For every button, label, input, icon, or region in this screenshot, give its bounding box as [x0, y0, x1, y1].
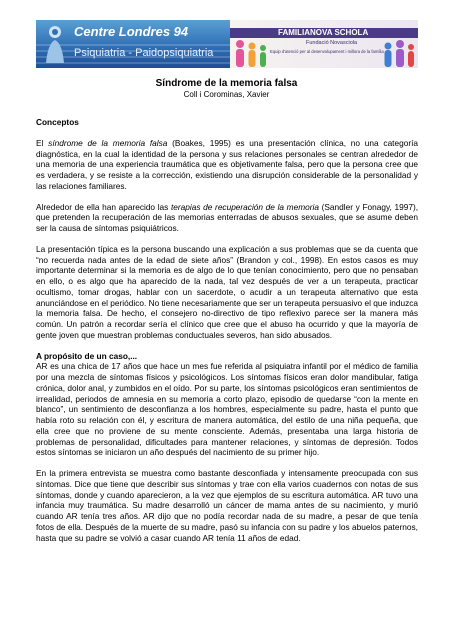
document-body [36, 117, 418, 543]
banner-right-subtitle: Fundació Novasciola [306, 40, 358, 46]
section-heading-case: A propósito de un caso,... [36, 350, 138, 361]
banner-right-tagline: Equip d'atenció per al desenvolupament i millora de la família [270, 49, 384, 54]
document-title: Síndrome de la memoria falsa [155, 78, 298, 89]
paragraph-4: AR es una chica de 17 años que hace un mes fue referida al psiquiatra infantil por el médico de familia por una mezcla de síntomas físicos y psicológicos. Los síntomas físicos eran dolor mandibular, fatiga crónica, dolor anal, y zumbidos en el oído. Por su parte, los síntomas psicológicos eran sentimientos de irrealidad, periodos de amnesia en su memoria a corto plazo, episodio de quedarse “con la mente en blanco”, un sentimiento de desconfianza a los hombres, especialmente su padre, hasta el punto que había roto su relación con él, y escritura de manera automática, del estilo de una niña pequeña, que ella cree que no proviene de su mente consciente. Además, presentaba una larga historia de problemas de personalidad, dificultades para mantener relaciones, y síntomas de depresión. Todos estos síntomas se iniciaron un año después del nacimiento de su primer hijo. [36, 361, 418, 458]
paragraph-1: El síndrome de la memoria falsa (Boakes, 1995) es una presentación clínica, no una categoría diagnóstica, en la cual la identidad de la persona y sus relaciones personales se centran alrededor de una memoria de una experiencia traumática que es objetivamente falsa, pero que la persona cree que es verdadera, y se resiste a la corrección, existiendo una disrupción considerable de la personalidad y las relaciones familiares. [36, 137, 419, 191]
family-figures-icon [232, 38, 272, 68]
banner-left-subtitle: Psiquiatria - Paidopsiquiatria [74, 47, 214, 59]
children-figures-icon [380, 38, 418, 68]
document-author: Coll i Corominas, Xavier [183, 90, 270, 99]
banner-right-title: FAMILIANOVA SCHOLA [278, 28, 369, 37]
header-banner [36, 20, 418, 68]
paragraph-2: Alrededor de ella han aparecido las terapias de recuperación de la memoria (Sandler y Fonagy, 1997), que pretenden la recuperación de las memorias enterradas de abusos sexuales, que se asume deben ser la causa de síntomas psiquiátricos. [36, 201, 419, 233]
centre-londres-banner [36, 20, 230, 68]
familianova-banner [230, 20, 418, 68]
section-heading-concepts: Conceptos [36, 117, 79, 127]
paragraph-5: En la primera entrevista se muestra como bastante desconfiada y intensamente preocupada con sus síntomas. Dice que tiene que describir sus síntomas y trae con ella varios cuadernos con notas de sus síntomas, donde y cuando aparecieron, a la vez que ejemplos de su escritura automática. AR tuvo una infancia muy traumática. Su madre desarrolló un cáncer de mama antes de su nacimiento, y murió cuando AR tenía tres años. AR dijo que no podía recordar nada de su madre, a pesar de que tenía fotos de ella. Después de la muerte de su madre, pasó su infancia con su padre y los abuelos paternos, hasta que su padre se volvió a casar cuando AR tenía 11 años de edad. [36, 468, 418, 543]
clinic-logo-icon [42, 23, 68, 65]
banner-left-title: Centre Londres 94 [74, 24, 189, 39]
paragraph-3: La presentación típica es la persona buscando una explicación a sus problemas que se da cuenta que “no recuerda nada antes de la edad de siete años” (Brandon y col., 1998). En estos casos es muy importante determinar si la memoria es de algo de lo que tenían conocimiento, pero que no pensaban en ello, o es algo que ha aparecido de la nada, tal vez después de ver a un terapeuta, practicar ocultismo, tomar drogas, hablar con un sacerdote, o acudir a un terapeuta alternativo que esta anunciándose en el periódico. No tiene necesariamente que ser un terapeuta persuasivo el que induzca la memoria falsa. De hecho, el consejero no-directivo de tipo reflexivo parece ser la manera más común. Un patrón a recordar sería el clínico que cree que el abuso ha ocurrido y que la mayoría de gente joven que muestran problemas conductuales severos, han sido abusados. [36, 243, 418, 340]
